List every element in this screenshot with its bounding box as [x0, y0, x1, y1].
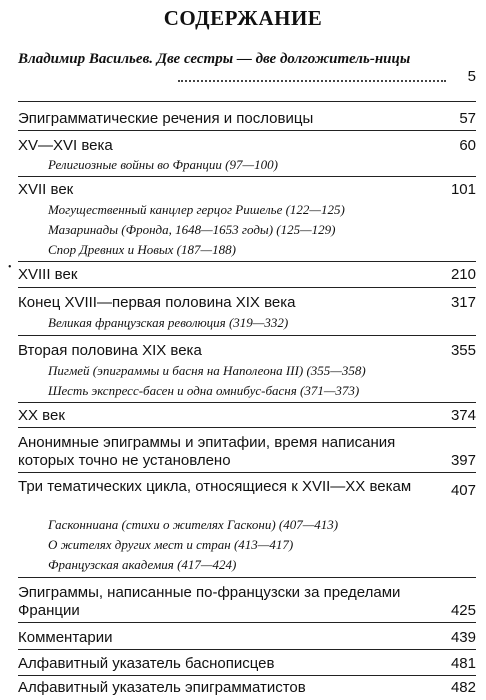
toc-page-number: 210 [448, 266, 476, 284]
toc-subentry[interactable]: Пигмей (эпиграммы и басня на Наполеона III) (355—358) [48, 363, 366, 378]
toc-page-number: 5 [465, 68, 476, 86]
toc-entry-label: XX век [18, 407, 65, 424]
toc-entry-xv-xvi[interactable] [18, 137, 476, 155]
toc-entry-label: XVIII век [18, 266, 78, 283]
section-rule [18, 402, 476, 403]
toc-subentry[interactable]: Шесть экспресс-басен и одна омнибус-басня (371—373) [48, 383, 360, 398]
toc-entry-label: XV—XVI века [18, 137, 113, 154]
toc-subentry[interactable]: О жителях других мест и стран (413—417) [48, 537, 294, 552]
toc-subentry[interactable]: Французская академия (417—424) [48, 557, 237, 572]
toc-entry-xvii[interactable] [18, 181, 476, 199]
toc-entry-label: Владимир Васильев. Две сестры — две долгожитель-ницы [18, 51, 411, 67]
section-rule [18, 675, 476, 676]
section-rule [18, 101, 476, 102]
section-rule [18, 176, 476, 177]
toc-subentry[interactable]: Религиозные войны во Франции (97—100) [48, 157, 278, 172]
toc-subentry[interactable]: Спор Древних и Новых (187—188) [48, 242, 236, 257]
toc-page-number: 60 [456, 137, 476, 155]
toc-page-number: 355 [448, 342, 476, 360]
toc-page-number: 439 [448, 629, 476, 647]
toc-page-number: 425 [448, 602, 476, 620]
toc-entry-three-cycles[interactable] [18, 478, 476, 514]
toc-subentry[interactable]: Могущественный канцлер герцог Ришелье (122—125) [48, 202, 345, 217]
toc-entry-late-xix[interactable] [18, 342, 476, 360]
toc-entry-label: Комментарии [18, 629, 113, 646]
page-title: СОДЕРЖАНИЕ [163, 6, 323, 30]
section-rule [18, 335, 476, 336]
toc-page-number: 397 [448, 452, 476, 470]
section-rule [18, 622, 476, 623]
toc-entry-label: Конец XVIII—первая половина XIX века [18, 294, 296, 311]
toc-entry-xviii[interactable] [18, 266, 476, 284]
toc-entry-label: XVII век [18, 181, 74, 198]
toc-entry-label: Анонимные эпиграммы и эпитафии, время написания которых точно не установлено [18, 434, 396, 469]
toc-subentry[interactable]: Великая французская революция (319—332) [48, 315, 289, 330]
toc-entry-label: Эпиграммы, написанные по-французски за пределами Франции [18, 584, 401, 619]
section-rule [18, 427, 476, 428]
toc-entry-xx[interactable] [18, 407, 476, 425]
toc-entry-label: Алфавитный указатель баснописцев [18, 655, 275, 672]
toc-subentry[interactable]: Мазаринады (Фронда, 1648—1653 годы) (125—129) [48, 222, 336, 237]
toc-entry-label: Алфавитный указатель эпиграмматистов [18, 679, 306, 696]
toc-entry-abroad[interactable] [18, 584, 476, 620]
dot-leader [178, 80, 446, 82]
toc-entry-label: Три тематических цикла, относящиеся к XVII—XX векам [18, 478, 412, 495]
toc-entry-label: Вторая половина XIX века [18, 342, 202, 359]
toc-entry-late-xviii[interactable] [18, 294, 476, 312]
section-rule [18, 287, 476, 288]
toc-entry-author[interactable] [18, 50, 476, 86]
toc-page-number: 481 [448, 655, 476, 673]
section-rule [18, 261, 476, 262]
section-rule [18, 130, 476, 131]
toc-entry-anonymous[interactable] [18, 434, 476, 470]
toc-page-number: 57 [456, 110, 476, 128]
toc-entry-sayings[interactable] [18, 110, 476, 128]
toc-page-number: 407 [448, 482, 476, 500]
toc-page-number: 317 [448, 294, 476, 312]
toc-entry-label: Эпиграмматические речения и пословицы [18, 110, 314, 127]
toc-entry-epigrammatists-index[interactable] [18, 679, 476, 697]
toc-page-number: 374 [448, 407, 476, 425]
toc-subentry[interactable]: Гасконниана (стихи о жителях Гаскони) (407—413) [48, 517, 339, 532]
section-rule [18, 649, 476, 650]
toc-page-number: 482 [448, 679, 476, 697]
margin-mark: • [8, 262, 12, 273]
toc-entry-fabulists-index[interactable] [18, 655, 476, 673]
toc-page-number: 101 [448, 181, 476, 199]
toc-entry-comments[interactable] [18, 629, 476, 647]
section-rule [18, 472, 476, 473]
section-rule [18, 577, 476, 578]
